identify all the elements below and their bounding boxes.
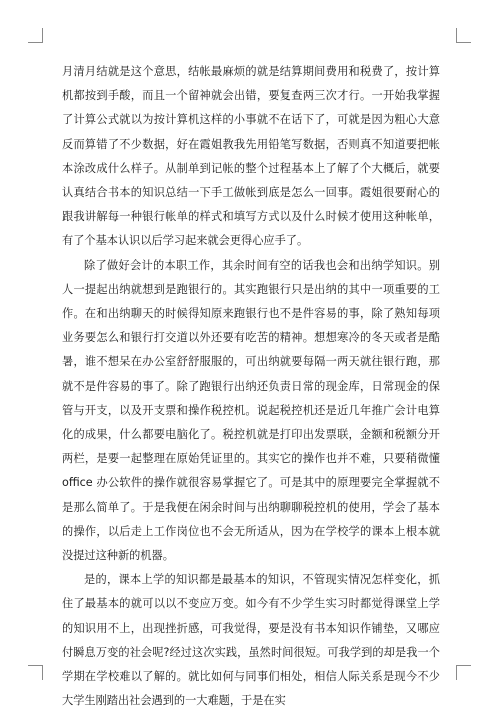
crop-mark-bottom-right xyxy=(456,665,471,680)
paragraph-textbook-knowledge: 是的，课本上学的知识都是最基本的知识，不管现实情况怎样变化，抓住了最基本的就可以以不变应万变。如今有不少学生实习时都觉得课堂上学的知识用不上，出现挫折感，可我觉得，要是没有书本知识作铺垫，又哪应付瞬息万变的社会呢?经过这次实践，虽然时间很短。可我学到的却是我一个学期在学校难以了解的。就比如何与同事们相处，相信人际关系是现今不少大学生刚踏出社会遇到的一大难题，于是在实 xyxy=(62,573,440,708)
crop-mark-top-left xyxy=(28,28,43,43)
paragraph-cashier: 除了做好会计的本职工作，其余时间有空的话我也会和出纳学知识。别人一提起出纳就想到是跑银行的。其实跑银行只是出纳的其中一项重要的工作。在和出纳聊天的时候得知原来跑银行也不是件容易的事，除了熟知每项业务要怎么和银行打交道以外还要有吃苦的精神。想想寒冷的冬天或者是酷暑，谁不想呆在办公室舒舒服服的，可出纳就要每隔一两天就往银行跑，那就不是件容易的事了。除了跑银行出纳还负责日常的现金库，日常现金的保管与开支，以及开支票和操作税控机。说起税控机还是近几年推广会计电算化的成果，什么都要电脑化了。税控机就是打印出发票联，金额和税额分开两栏，是要一起整理在原始凭证里的。其实它的操作也并不难，只要稍微懂 office 办公软件的操作就很容易掌握它了。可是其中的原理要完全掌握就不是那么简单了。于是我便在闲余时间与出纳聊聊税控机的使用，学会了基本的操作，以后走上工作岗位也不会无所适从，因为在学校学的课本上根本就没提过这种新的机器。 xyxy=(62,258,440,563)
document-body xyxy=(62,60,440,713)
crop-mark-top-right xyxy=(456,28,471,43)
crop-mark-bottom-left xyxy=(28,665,43,680)
paragraph-continued: 月清月结就是这个意思，结帐最麻烦的就是结算期间费用和税费了，按计算机都按到手酸，而且一个留神就会出错，要复查两三次才行。一开始我掌握了计算公式就以为按计算机这样的小事就不在话下了，可就是因为粗心大意反而算错了不少数据，好在霞姐教我先用铅笔写数据，否则真不知道要把帐本涂改成什么样子。从制单到记帐的整个过程基本上了解了个大概后，就要认真结合书本的知识总结一下手工做帐到底是怎么一回事。霞姐很要耐心的跟我讲解每一种银行帐单的样式和填写方式以及什么时候才使用这种帐单，有了个基本认识以后学习起来就会更得心应手了。 xyxy=(62,65,440,248)
